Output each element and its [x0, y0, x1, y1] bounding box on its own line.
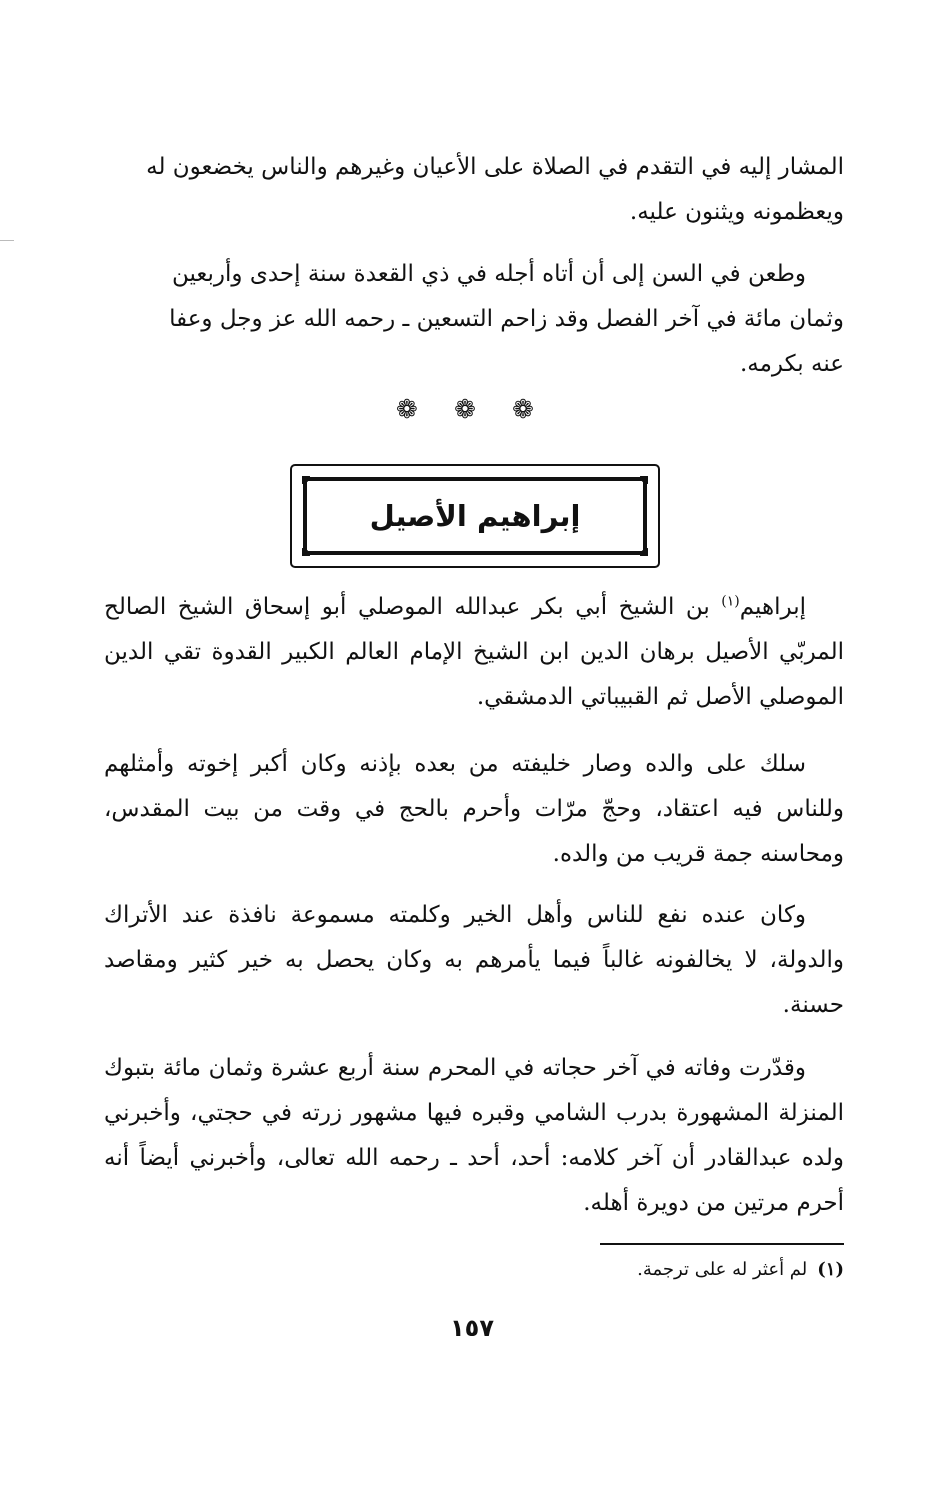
- section-title-frame: [290, 464, 660, 568]
- entry-body: بن الشيخ أبي بكر عبدالله الموصلي أبو إسحاق الشيخ الصالح المربّي الأصيل برهان الدين ابن الشيخ الإمام العالم الكبير القدوة تقي الدين الموصلي الأصل ثم القبيباتي الدمشقي.: [104, 594, 844, 710]
- section-title-inner-frame: [303, 477, 647, 555]
- paragraph-line: وطعن في السن إلى أن أتاه أجله في ذي القعدة سنة إحدى وأربعين: [171, 261, 806, 287]
- footnote-divider: [600, 1243, 844, 1245]
- frame-corner-ornament: [302, 548, 310, 556]
- footnote: [444, 1255, 844, 1285]
- ornament-separator: ❁ ❁ ❁: [396, 395, 548, 425]
- entry-text: [104, 585, 844, 720]
- footnote-number: (١): [817, 1259, 844, 1280]
- body-paragraph: [104, 893, 844, 1028]
- body-paragraph: [104, 742, 844, 877]
- frame-corner-ornament: [640, 548, 648, 556]
- section-title: إبراهيم الأصيل: [369, 499, 581, 533]
- paragraph-text: وقدّرت وفاته في آخر حجاته في المحرم سنة أربع عشرة وثمان مائة بتبوك المنزلة المشهورة بدرب الشامي وقبره فيها مشهور زرته في حجتي، وأخبرني ولده عبدالقادر أن آخر كلامه: أحد، أحد ـ رحمه الله تعالى، وأخبرني أيضاً أنه أحرم مرتين من دويرة أهله.: [104, 1055, 844, 1216]
- paragraph-line: ويعظمونه ويثنون عليه.: [629, 199, 844, 225]
- footnote-text: لم أعثر له على ترجمة.: [637, 1259, 808, 1280]
- footnote-marker[interactable]: (١): [721, 593, 740, 610]
- frame-corner-ornament: [640, 476, 648, 484]
- paragraph-line: عنه بكرمه.: [739, 351, 844, 377]
- paragraph-death: [104, 252, 844, 387]
- entry-paragraph: [104, 585, 844, 720]
- page-number: ١٥٧: [450, 1314, 494, 1342]
- paragraph-continuation: [104, 145, 844, 235]
- margin-mark: [0, 240, 14, 241]
- paragraph-line: وثمان مائة في آخر الفصل وقد زاحم التسعين ـ رحمه الله عز وجل وعفا: [169, 306, 844, 332]
- entry-name: إبراهيم: [739, 594, 806, 620]
- paragraph-line: المشار إليه في التقدم في الصلاة على الأعيان وغيرهم والناس يخضعون له: [146, 154, 844, 180]
- body-paragraph: [104, 1046, 844, 1226]
- paragraph-text: سلك على والده وصار خليفته من بعده بإذنه وكان أكبر إخوته وأمثلهم وللناس فيه اعتقاد، وحجّ مرّات وأحرم بالحج في وقت من بيت المقدس، ومحاسنه جمة قريب من والده.: [104, 751, 844, 867]
- frame-corner-ornament: [302, 476, 310, 484]
- paragraph-text: وكان عنده نفع للناس وأهل الخير وكلمته مسموعة نافذة عند الأتراك والدولة، لا يخالفونه غالباً فيما يأمرهم به وكان يحصل به خير كثير ومقاصد حسنة.: [104, 902, 844, 1018]
